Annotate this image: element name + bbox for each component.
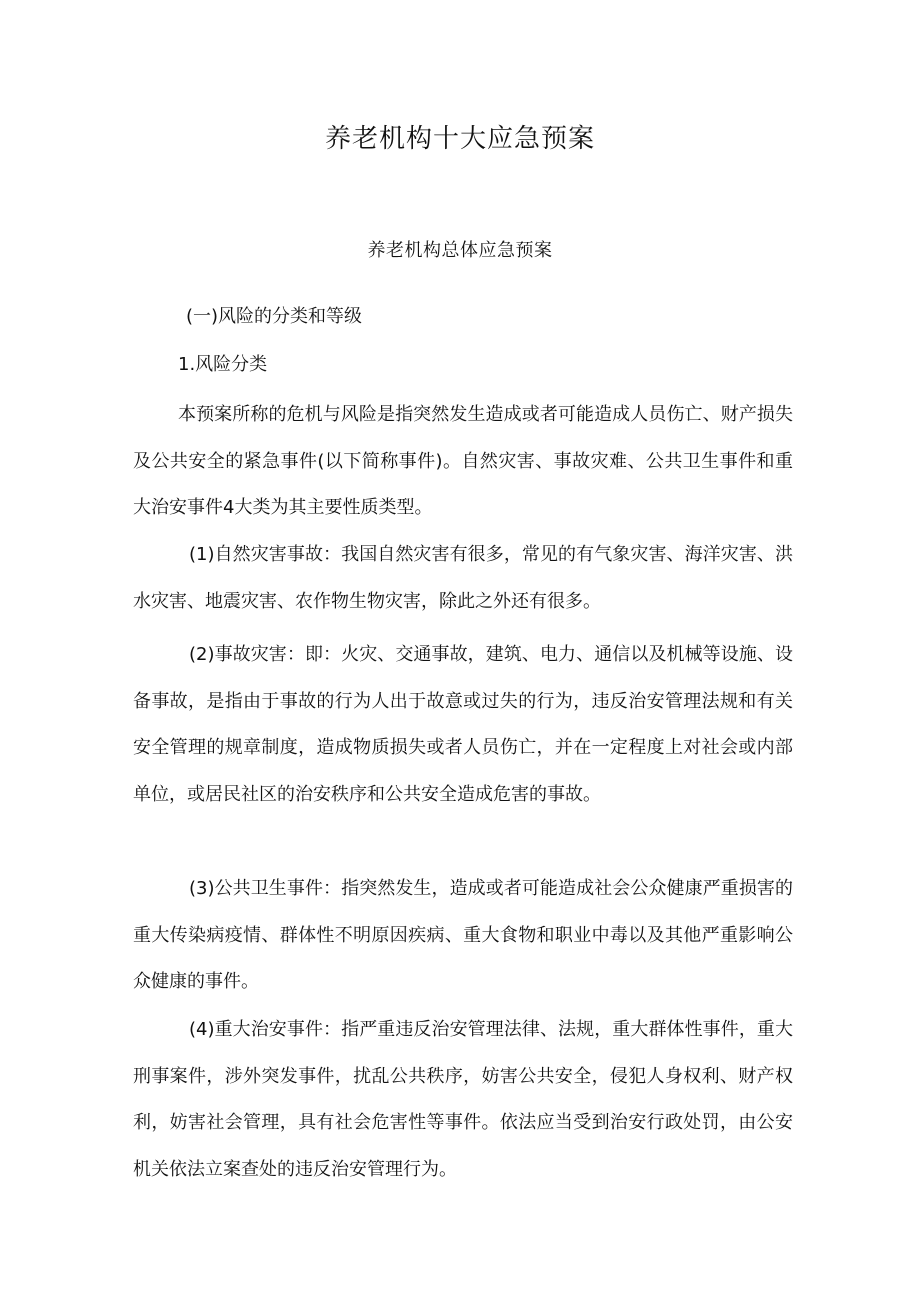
heading-risk-classification: 1.风险分类	[178, 354, 268, 375]
document-title: 养老机构十大应急预案	[324, 124, 595, 154]
heading-risk-classification-level: (一)风险的分类和等级	[186, 306, 363, 327]
paragraph-public-health: (3)公共卫生事件：指突然发生，造成或者可能造成社会公众健康严重损害的重大传染病疫情、群体性不明原因疾病、重大食物和职业中毒以及其他严重影响公众健康的事件。	[133, 878, 793, 992]
paragraph-natural-disaster: (1)自然灾害事故：我国自然灾害有很多，常见的有气象灾害、海洋灾害、洪水灾害、地震灾害、农作物生物灾害，除此之外还有很多。	[133, 544, 793, 612]
paragraph-public-security: (4)重大治安事件：指严重违反治安管理法律、法规，重大群体性事件，重大刑事案件，涉外突发事件，扰乱公共秩序，妨害公共安全，侵犯人身权利、财产权利，妨害社会管理，具有社会危害性等事件。依法应当受到治安行政处罚，由公安机关依法立案查处的违反治安管理行为。	[133, 1019, 793, 1180]
paragraph-accident-disaster: (2)事故灾害：即：火灾、交通事故，建筑、电力、通信以及机械等设施、设备事故，是指由于事故的行为人出于故意或过失的行为，违反治安管理法规和有关安全管理的规章制度，造成物质损失或者人员伤亡，并在一定程度上对社会或内部单位，或居民社区的治安秩序和公共安全造成危害的事故。	[133, 644, 793, 805]
paragraph-intro: 本预案所称的危机与风险是指突然发生造成或者可能造成人员伤亡、财产损失及公共安全的紧急事件(以下简称事件)。自然灾害、事故灾难、公共卫生事件和重大治安事件4大类为其主要性质类型。	[133, 404, 793, 518]
section-title: 养老机构总体应急预案	[367, 240, 553, 261]
